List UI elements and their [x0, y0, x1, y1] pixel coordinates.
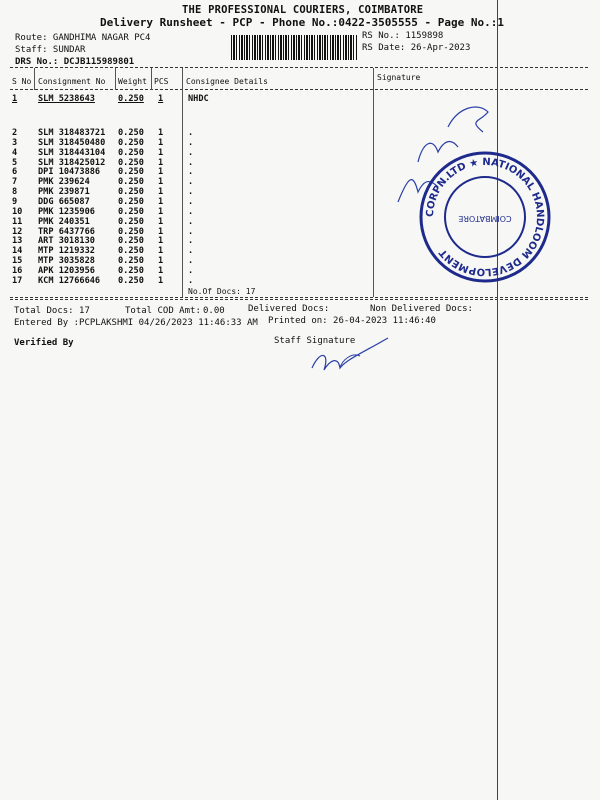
row-weight: 0.250 — [118, 157, 144, 168]
row-pcs: 1 — [158, 196, 164, 207]
staff-label: Staff: SUNDAR — [15, 45, 86, 55]
row-weight: 0.250 — [118, 128, 144, 138]
row-weight: 0.250 — [118, 147, 144, 158]
header-sno: S No — [12, 77, 32, 86]
col-divider — [115, 68, 116, 90]
row-pcs: 1 — [158, 128, 164, 138]
row-consignee-details: . — [188, 246, 194, 257]
row-weight: 0.250 — [118, 236, 144, 247]
row-sno: 4 — [12, 147, 18, 158]
row-consignment: TRP 6437766 — [38, 226, 95, 237]
row-weight: 0.250 — [118, 246, 144, 257]
row-weight: 0.250 — [118, 206, 144, 217]
row-sno: 11 — [12, 216, 23, 227]
row-weight: 0.250 — [118, 256, 144, 267]
seal-inner-text: COIMBATORE — [458, 214, 512, 223]
header-pcs: PCS — [154, 77, 169, 86]
row-consignment: SLM 318425012 — [38, 157, 106, 168]
row-pcs: 1 — [158, 206, 164, 217]
col-divider — [151, 68, 152, 90]
row-consignment: DPI 10473886 — [38, 167, 101, 178]
row-sno: 3 — [12, 137, 18, 148]
entered-by: Entered By :PCPLAKSHMI 04/26/2023 11:46:33 AM — [14, 318, 258, 328]
non-delivered-docs: Non Delivered Docs: — [370, 304, 473, 314]
row-consignee-details: . — [188, 196, 194, 207]
row-consignment: SLM 5238643 — [38, 94, 95, 104]
row-consignee-details: . — [188, 275, 194, 286]
table-top-rule — [10, 67, 588, 68]
row-sno: 16 — [12, 265, 23, 276]
row-consignment: APK 1203956 — [38, 265, 95, 276]
row-pcs: 1 — [158, 94, 164, 104]
row-pcs: 1 — [158, 147, 164, 158]
row-weight: 0.250 — [118, 226, 144, 237]
row-sno: 15 — [12, 256, 23, 267]
row-pcs: 1 — [158, 275, 164, 286]
row-sno: 8 — [12, 187, 18, 198]
row-pcs: 1 — [158, 187, 164, 198]
total-cod-value: 0.00 — [203, 306, 225, 316]
company-seal-stamp — [418, 150, 553, 285]
row-weight: 0.250 — [118, 196, 144, 207]
row-weight: 0.250 — [118, 167, 144, 178]
row-pcs: 1 — [158, 137, 164, 148]
document-subtitle: Delivery Runsheet - PCP - Phone No.:0422-3505555 - Page No.:1 — [100, 16, 504, 29]
row-consignment: PMK 239871 — [38, 187, 90, 198]
header-consignee: Consignee Details — [186, 77, 268, 86]
row-consignment: MTP 3035828 — [38, 256, 95, 267]
row-consignment: SLM 318483721 — [38, 128, 106, 138]
row-consignee-details: . — [188, 187, 194, 198]
row-consignment: MTP 1219332 — [38, 246, 95, 257]
row-consignee-details: . — [188, 256, 194, 267]
row-pcs: 1 — [158, 246, 164, 257]
row-pcs: 1 — [158, 157, 164, 168]
staff-signature-scribble — [300, 330, 410, 380]
route-label: Route: GANDHIMA NAGAR PC4 — [15, 33, 151, 43]
header-signature: Signature — [377, 73, 421, 82]
row-weight: 0.250 — [118, 275, 144, 286]
row-weight: 0.250 — [118, 137, 144, 148]
row-consignee-details: . — [188, 137, 194, 148]
header-weight: Weight — [118, 77, 147, 86]
row-sno: 5 — [12, 157, 18, 168]
rs-number: RS No.: 1159898 — [362, 31, 444, 41]
row-weight: 0.250 — [118, 177, 144, 188]
row-sno: 14 — [12, 246, 23, 257]
row-consignee-details: . — [188, 206, 194, 217]
row-sno: 1 — [12, 94, 18, 104]
document-title: THE PROFESSIONAL COURIERS, COIMBATORE — [182, 4, 424, 16]
row-consignment: SLM 318450480 — [38, 137, 106, 148]
row-consignee-details: . — [188, 147, 194, 158]
row-consignee-details: . — [188, 236, 194, 247]
col-divider — [373, 68, 374, 297]
printed-on: Printed on: 26-04-2023 11:46:40 — [268, 316, 436, 326]
row-consignee-details: . — [188, 177, 194, 188]
total-cod-label: Total COD Amt: — [125, 306, 201, 316]
row-consignee-details: . — [188, 157, 194, 168]
row-consignment: SLM 318443104 — [38, 147, 106, 158]
row-pcs: 1 — [158, 256, 164, 267]
row-sno: 9 — [12, 196, 18, 207]
rs-date: RS Date: 26-Apr-2023 — [362, 43, 471, 53]
drs-number: DRS No.: DCJB115989801 — [15, 57, 135, 67]
verified-by: Verified By — [14, 338, 74, 348]
row-consignee-details: . — [188, 216, 194, 227]
table-header-rule — [10, 89, 588, 90]
row-pcs: 1 — [158, 265, 164, 276]
row-weight: 0.250 — [118, 265, 144, 276]
col-divider — [34, 68, 35, 90]
header-consignment: Consignment No — [38, 77, 106, 86]
row-sno: 13 — [12, 236, 23, 247]
row-pcs: 1 — [158, 216, 164, 227]
row-sno: 7 — [12, 177, 18, 188]
row-sno: 6 — [12, 167, 18, 178]
row-consignment: KCM 12766646 — [38, 275, 101, 286]
staff-signature-label: Staff Signature — [274, 336, 356, 346]
delivered-docs: Delivered Docs: — [248, 304, 330, 314]
row-pcs: 1 — [158, 167, 164, 178]
row-consignee-details: . — [188, 128, 194, 138]
total-docs: Total Docs: 17 — [14, 306, 90, 316]
table-bottom-rule — [10, 297, 588, 298]
seal-outer-text: CORPN.LTD ★ NATIONAL HANDLOOM DEVELOPMENT — [424, 156, 546, 278]
row-weight: 0.250 — [118, 216, 144, 227]
row-consignee-details: . — [188, 226, 194, 237]
row-weight: 0.250 — [118, 187, 144, 198]
row-consignment: PMK 240351 — [38, 216, 90, 227]
col-divider — [182, 68, 183, 297]
row-consignment: PMK 1235906 — [38, 206, 95, 217]
row-consignment: PMK 239624 — [38, 177, 90, 188]
row-consignee-details: . — [188, 265, 194, 276]
row-consignee-details: NHDC — [188, 94, 209, 104]
table-bottom-rule-2 — [10, 299, 588, 300]
row-consignment: ART 3018130 — [38, 236, 95, 247]
row-sno: 2 — [12, 128, 18, 138]
row-pcs: 1 — [158, 236, 164, 247]
row-consignment: DDG 665087 — [38, 196, 90, 207]
row-sno: 12 — [12, 226, 23, 237]
barcode — [231, 35, 357, 60]
row-sno: 17 — [12, 275, 23, 286]
row-weight: 0.250 — [118, 94, 144, 104]
row-sno: 10 — [12, 206, 23, 217]
row-consignee-details: . — [188, 167, 194, 178]
row-pcs: 1 — [158, 177, 164, 188]
row-pcs: 1 — [158, 226, 164, 237]
no-of-docs: No.Of Docs: 17 — [188, 287, 256, 296]
